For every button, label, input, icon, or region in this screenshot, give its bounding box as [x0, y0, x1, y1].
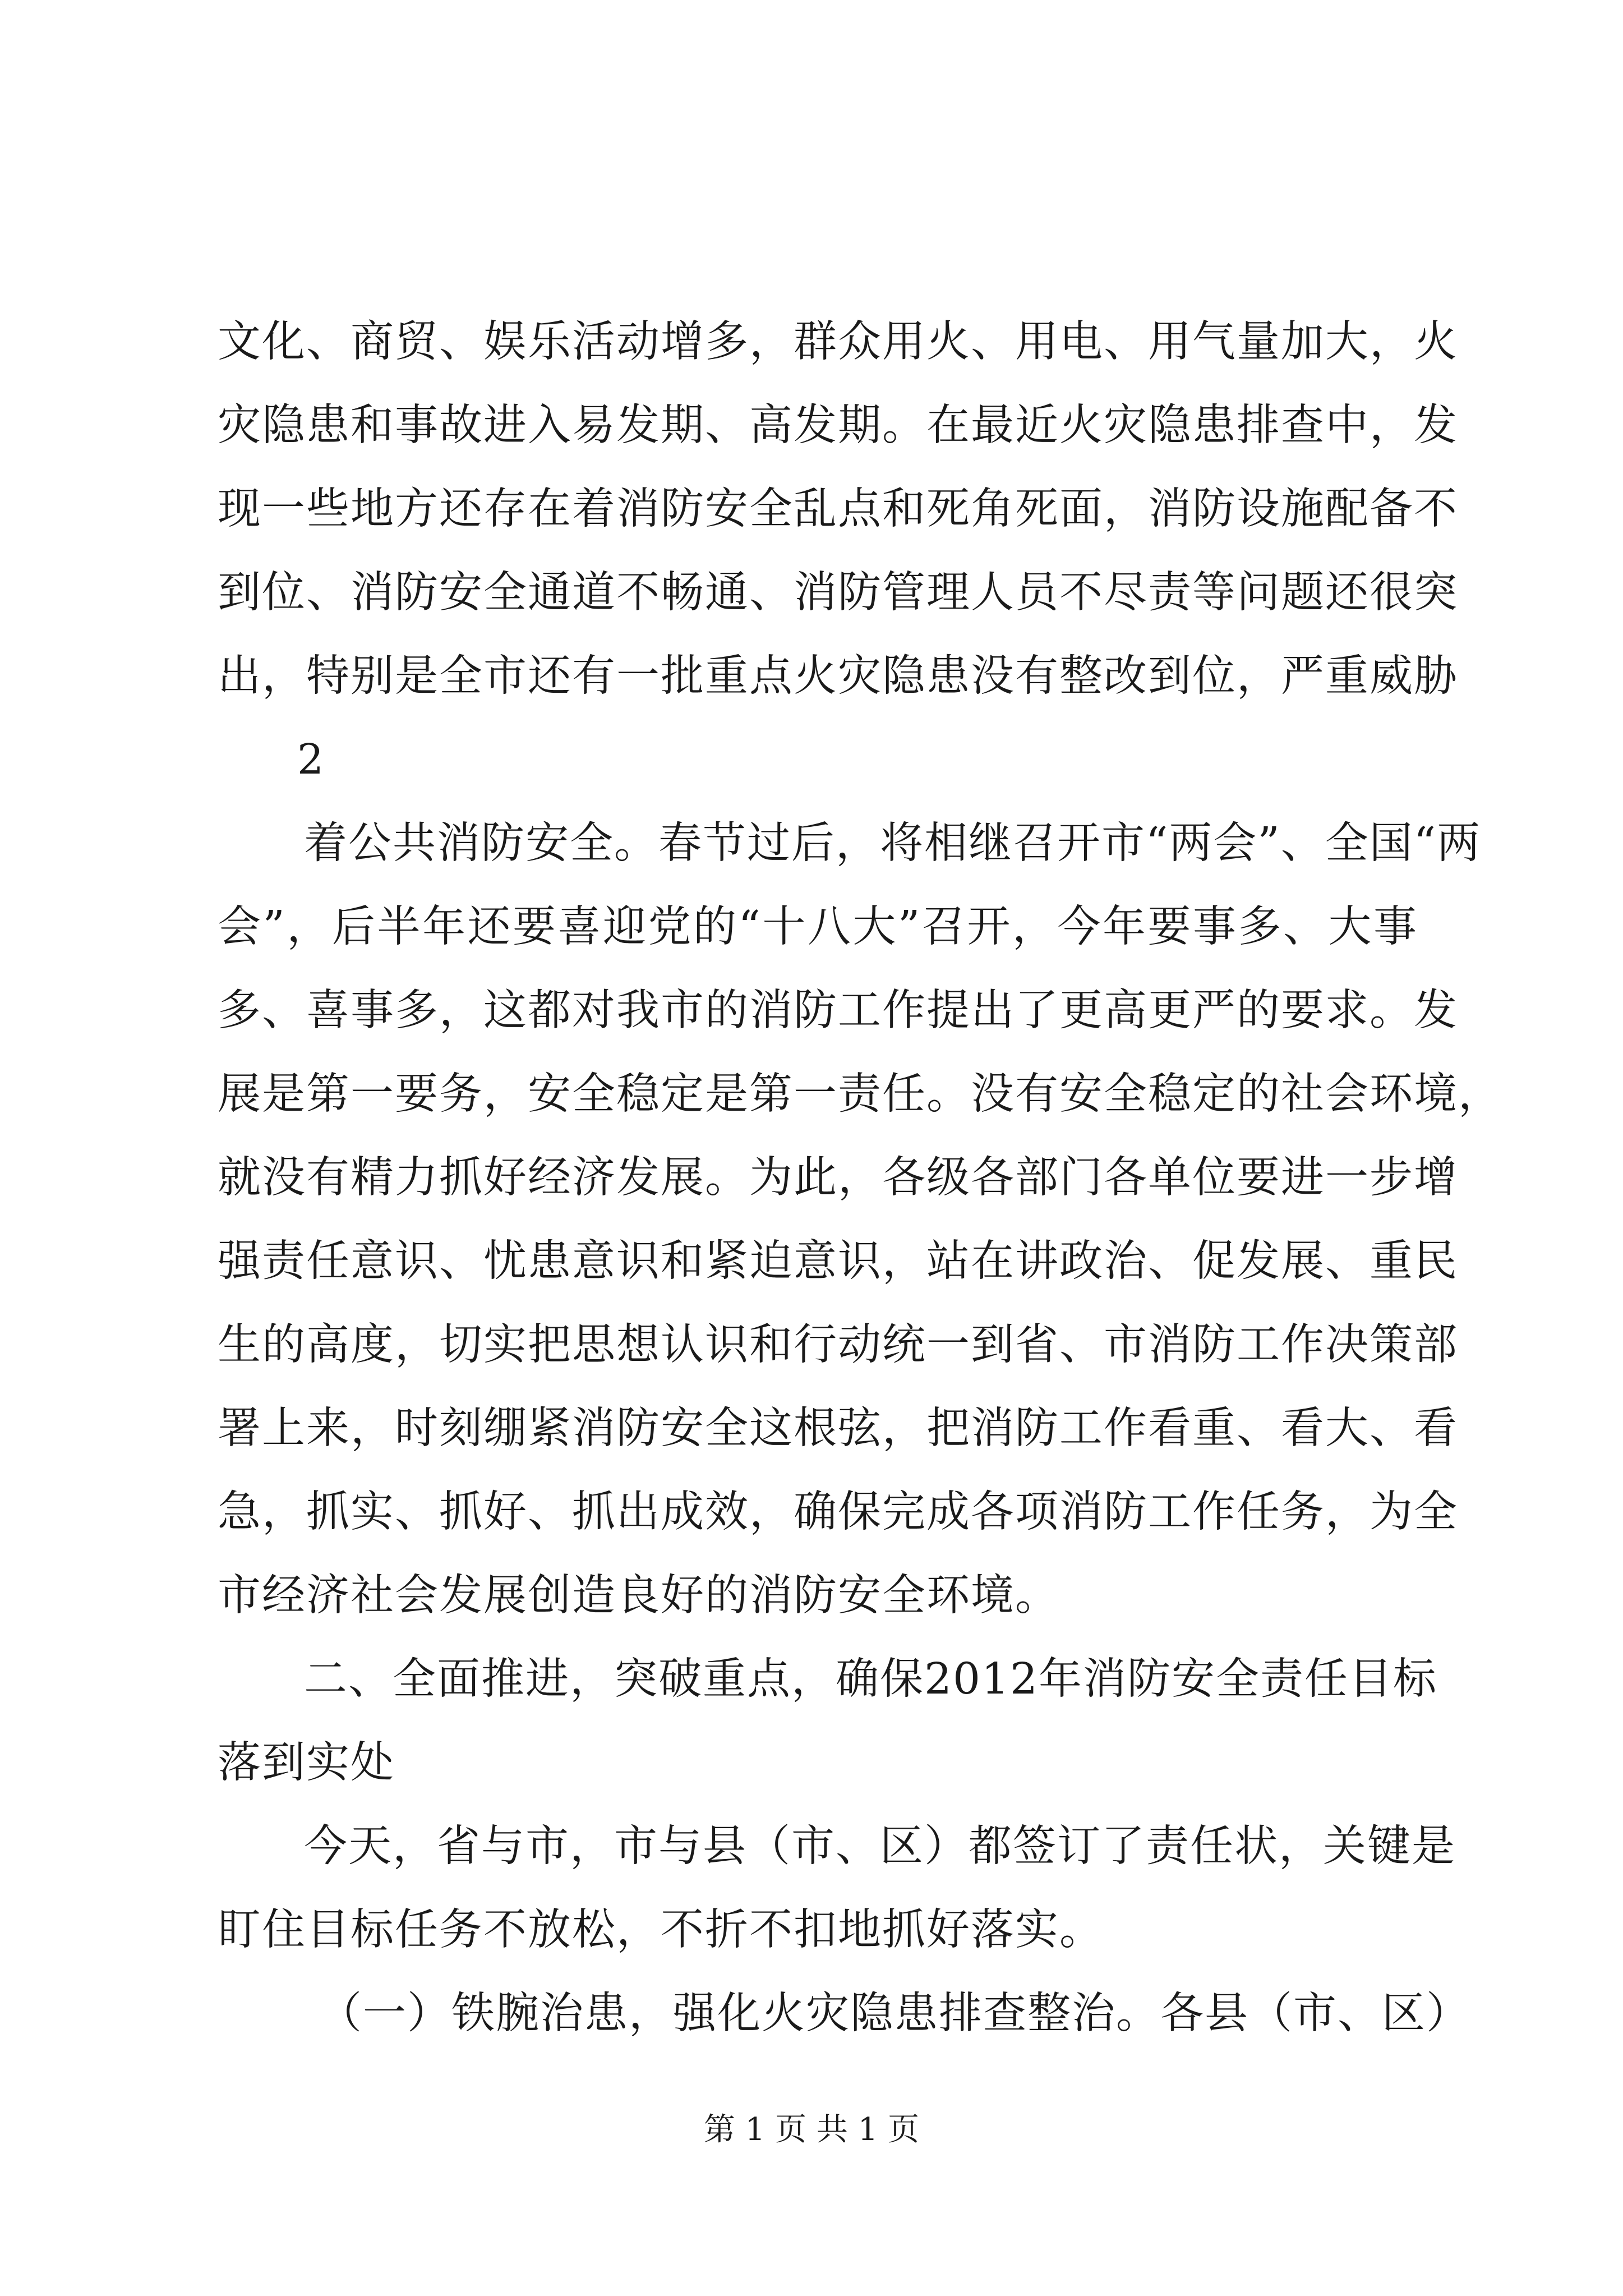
section-heading-line: 落到实处: [218, 1738, 395, 1788]
body-line: 出，特别是全市还有一批重点火灾隐患没有整改到位，严重威胁: [218, 651, 1458, 701]
body-line: 急，抓实、抓好、抓出成效，确保完成各项消防工作任务，为全: [218, 1487, 1458, 1537]
section-heading-line: 二、全面推进，突破重点，确保2012年消防安全责任目标: [304, 1654, 1437, 1704]
subsection-heading-line: （一）铁腕治患，强化火灾隐患排查整治。各县（市、区）: [319, 1989, 1470, 2039]
body-line: 现一些地方还存在着消防安全乱点和死角死面，消防设施配备不: [218, 484, 1458, 534]
body-line: 展是第一要务，安全稳定是第一责任。没有安全稳定的社会环境，: [218, 1069, 1502, 1119]
body-line: 着公共消防安全。春节过后，将相继召开市“两会”、全国“两: [304, 818, 1482, 868]
body-line: 盯住目标任务不放松，不折不扣地抓好落实。: [218, 1905, 1104, 1955]
body-line: 今天，省与市，市与县（市、区）都签订了责任状，关键是: [304, 1821, 1456, 1871]
body-line: 多、喜事多，这都对我市的消防工作提出了更高更严的要求。发: [218, 986, 1458, 1036]
inline-page-number: 2: [297, 735, 325, 784]
body-line: 署上来，时刻绷紧消防安全这根弦，把消防工作看重、看大、看: [218, 1404, 1458, 1453]
body-line: 强责任意识、忧患意识和紧迫意识，站在讲政治、促发展、重民: [218, 1236, 1458, 1286]
body-line: 就没有精力抓好经济发展。为此，各级各部门各单位要进一步增: [218, 1153, 1458, 1203]
body-line: 市经济社会发展创造良好的消防安全环境。: [218, 1571, 1059, 1621]
body-line: 文化、商贸、娱乐活动增多，群众用火、用电、用气量加大，火: [218, 317, 1458, 367]
body-line: 会”，后半年还要喜迎党的“十八大”召开，今年要事多、大事: [218, 902, 1418, 952]
page-footer: 第 1 页 共 1 页: [703, 2111, 920, 2148]
body-line: 灾隐患和事故进入易发期、高发期。在最近火灾隐患排查中，发: [218, 401, 1458, 450]
body-line: 生的高度，切实把思想认识和行动统一到省、市消防工作决策部: [218, 1320, 1458, 1370]
body-line: 到位、消防安全通道不畅通、消防管理人员不尽责等问题还很突: [218, 568, 1458, 618]
document-body: [218, 300, 1502, 2055]
